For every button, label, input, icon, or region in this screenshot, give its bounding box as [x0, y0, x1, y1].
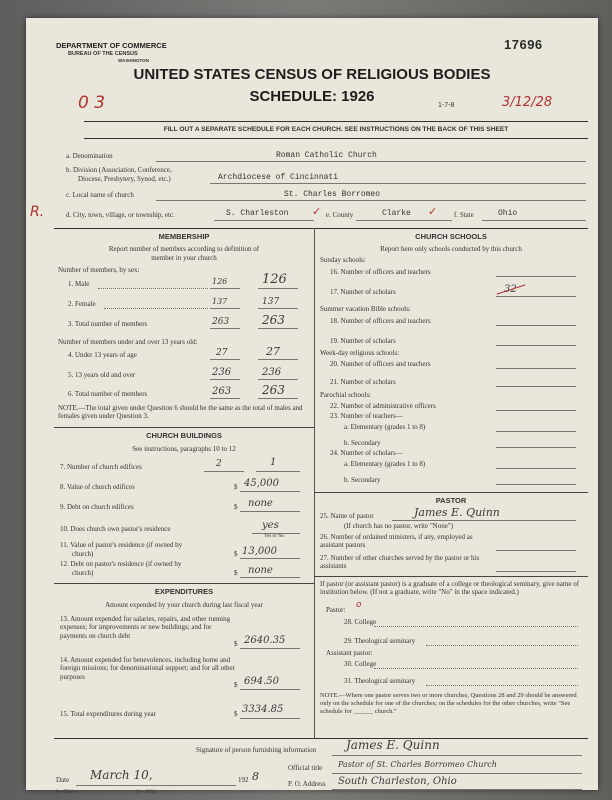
membership-note: NOTE.—The total given under Question 6 should be the same as the total of males and females given under Question 3. [58, 404, 303, 421]
q29-label: 29. Theological seminary [344, 637, 416, 645]
address-value[interactable]: South Charleston, Ohio [338, 776, 457, 787]
city-label: WASHINGTON [118, 58, 149, 63]
city-value[interactable]: S. Charleston [226, 209, 289, 218]
q10-value[interactable]: yes [262, 520, 279, 531]
year-prefix: 192 [238, 776, 249, 784]
membership-sub2: member in your church [151, 254, 217, 262]
q4-value-a[interactable]: 27 [216, 348, 228, 358]
q25-note: (If church has no pastor, write "None") [344, 522, 454, 530]
q13-label: 13. Amount expended for salaries, repairs, and other running expenses; for improvements or new buildings; and for payments on church debt [60, 615, 231, 640]
q27-label: 27. Number of other churches served by the pastor or his assistants [320, 554, 480, 571]
received-date-mark: 3/12/28 [502, 95, 553, 110]
q14-label: 14. Amount expended for benevolences, including home and foreign missions; for denominational support; and for all other purposes [60, 656, 235, 681]
q6-label: 6. Total number of members [68, 390, 148, 398]
membership-sub1: Report number of members according to definition of [108, 245, 260, 253]
buildings-sub: See instructions, paragraphs 10 to 12 [132, 445, 236, 453]
q9-value[interactable]: none [248, 498, 273, 509]
address-label: P. O. Address [288, 780, 326, 788]
q16-label: 16. Number of officers and teachers [330, 268, 431, 276]
q10-label: 10. Does church own pastor's residence [60, 525, 171, 533]
q2-label: 2. Female [68, 300, 96, 308]
q4-label: 4. Under 13 years of age [68, 351, 137, 359]
q3-value-b[interactable]: 263 [262, 313, 285, 327]
q3-label: 3. Total number of members [68, 320, 148, 328]
form-code-2: 11—9034 [136, 790, 156, 795]
pastor-name-value[interactable]: James E. Quinn [414, 506, 500, 519]
division-value[interactable]: Archdiocese of Cincinnati [218, 173, 339, 182]
q23-label: 23. Number of teachers— [330, 412, 403, 420]
buildings-heading: CHURCH BUILDINGS [146, 431, 222, 440]
county-value[interactable]: Clarke [382, 209, 411, 218]
schools-heading: CHURCH SCHOOLS [415, 232, 487, 241]
expenditures-sub: Amount expended by your church during last fiscal year [105, 601, 263, 609]
local-name-value[interactable]: St. Charles Borromeo [284, 190, 381, 199]
red-mark-r: R. [30, 204, 45, 220]
q12-label-line1: 12. Debt on pastor's residence (if owned by [60, 560, 182, 568]
state-label: f. State [454, 211, 474, 219]
q5-label: 5. 13 years old and over [68, 371, 136, 379]
q11-label-line2: church) [72, 550, 94, 558]
state-value[interactable]: Ohio [498, 209, 518, 218]
q15-label: 15. Total expenditures during year [60, 710, 156, 718]
q5-value-b[interactable]: 236 [262, 367, 282, 378]
form-title: UNITED STATES CENSUS OF RELIGIOUS BODIES [133, 66, 491, 83]
date-label: Date [56, 776, 70, 784]
pastor-heading: PASTOR [435, 496, 467, 505]
local-name-label: c. Local name of church [66, 191, 134, 199]
schedule-number: 17696 [504, 37, 543, 52]
q7-value-a[interactable]: 2 [216, 459, 222, 469]
division-label-line2: Diocese, Presbytery, Synod, etc.) [78, 175, 171, 183]
q26-label: 26. Number of ordained ministers, if any, employed as assistant pastors [320, 533, 473, 550]
q1-value-b[interactable]: 126 [262, 272, 287, 287]
q30-label: 30. College [344, 660, 377, 668]
q24-label: 24. Number of scholars— [330, 449, 403, 457]
county-check-mark: ✓ [428, 205, 438, 218]
red-mark-03: 0 3 [78, 93, 106, 113]
q10-hint: Yes or No [264, 534, 285, 539]
city-field-label: d. City, town, village, or township, etc. [66, 211, 175, 219]
q2-value-b[interactable]: 137 [262, 297, 280, 307]
stamp-code: 1-7-8 [438, 102, 455, 109]
date-value[interactable]: March 10, [90, 768, 153, 782]
q18-label: 18. Number of officers and teachers [330, 317, 431, 325]
q2-value-a[interactable]: 137 [212, 297, 228, 306]
pastor-subheading: Pastor: [326, 606, 346, 614]
schools-sub: Report here only schools conducted by this church [380, 245, 522, 253]
expenditures-heading: EXPENDITURES [154, 587, 214, 596]
pastor-red-mark: o [356, 600, 362, 610]
q28-label: 28. College [344, 618, 377, 626]
q4-value-b[interactable]: 27 [266, 345, 280, 358]
q17-label: 17. Number of scholars [330, 288, 396, 296]
q11-label-line1: 11. Value of pastor's residence (if owned by [60, 541, 183, 549]
q23a-label: a. Elementary (grades 1 to 8) [344, 423, 426, 431]
form-code: 8—5518 a [56, 790, 77, 795]
q3-value-a[interactable]: 263 [212, 317, 230, 327]
q6-value-b[interactable]: 263 [262, 383, 285, 397]
summer-schools-label: Summer vacation Bible schools: [320, 305, 411, 313]
q23b-label: b. Secondary [344, 439, 381, 447]
signature-label: Signature of person furnishing information [196, 746, 317, 754]
q7-label: 7. Number of church edifices [60, 463, 142, 471]
q21-label: 21. Number of scholars [330, 378, 396, 386]
denomination-label: a. Denomination [66, 152, 113, 160]
q17-value[interactable]: 32 [504, 284, 517, 295]
bureau-label: BUREAU OF THE CENSUS [68, 51, 138, 57]
q12-value[interactable]: none [248, 565, 273, 576]
graduate-note: If pastor (or assistant pastor) is a graduate of a college or theological seminary, give name of institution below. (If not a graduate, write "No" in the space indicated.) [320, 580, 580, 597]
assistant-pastor-subheading: Assistant pastor: [326, 649, 373, 657]
membership-heading: MEMBERSHIP [158, 232, 210, 241]
q7-value-b[interactable]: 1 [270, 457, 277, 468]
q31-label: 31. Theological seminary [344, 677, 416, 685]
q24a-label: a. Elementary (grades 1 to 8) [344, 460, 426, 468]
q1-value-a[interactable]: 126 [212, 277, 228, 286]
q24b-label: b. Secondary [344, 476, 381, 484]
official-title-label: Official title [288, 764, 323, 772]
department-label: DEPARTMENT OF COMMERCE [56, 41, 167, 50]
q25-label: 25. Name of pastor [320, 512, 374, 520]
instruction-banner: FILL OUT A SEPARATE SCHEDULE FOR EACH CHURCH. SEE INSTRUCTIONS ON THE BACK OF THIS SHEET [163, 126, 509, 133]
official-title-value[interactable]: Pastor of St. Charles Borromeo Church [338, 760, 497, 769]
signature-value[interactable]: James E. Quinn [346, 738, 440, 752]
schedule-year: SCHEDULE: 1926 [249, 88, 375, 105]
q11-value[interactable]: 13,000 [242, 546, 277, 557]
q6-value-a[interactable]: 263 [212, 386, 232, 397]
division-label-line1: b. Division (Association, Conference, [66, 166, 172, 174]
q19-label: 19. Number of scholars [330, 337, 396, 345]
by-sex-label: Number of members, by sex: [58, 266, 140, 274]
age-label: Number of members under and over 13 years old: [58, 338, 198, 346]
q15-value[interactable]: 3334.85 [242, 704, 284, 715]
q13-value[interactable]: 2640.35 [244, 635, 286, 646]
parochial-schools-label: Parochial schools: [320, 391, 372, 399]
denomination-value[interactable]: Roman Catholic Church [276, 151, 377, 160]
q8-value[interactable]: 45,000 [244, 478, 279, 489]
q12-label-line2: church) [72, 569, 94, 577]
sunday-schools-label: Sunday schools: [320, 256, 366, 264]
weekday-schools-label: Week-day religious schools: [320, 349, 400, 357]
pastor-note: NOTE.—Where one pastor serves two or more churches, Questions 28 and 29 should be answered only on the schedule for one of the churches; on the schedules for the other churches, write "See schedule for ______ church." [320, 692, 577, 715]
census-schedule-form: DEPARTMENT OF COMMERCE BUREAU OF THE CENSUS WASHINGTON 17696 UNITED STATES CENSUS OF RELIGIOUS BODIES SCHEDULE: 1926 0 3 1-7-8 3/12/28 FILL OUT A SEPARATE SCHEDULE FOR EACH CHURCH. SEE INSTRUCTIONS ON THE BACK OF THIS SHEET a. Denomination Roman Catholic Church b. Division (Association, Conference, Diocese, Presbytery, Synod, etc.) Archdiocese of Cincinnati c. Local name of church St. Charles Borromeo R. d. City, town, village, or township, etc. S. Charleston ✓ e. County Clarke ✓ f. State Ohio MEMBERSHIP Report number of members according to definition of member in your church Number of members, by sex: 1. Male 126 126 2. Female 137 137 3. Total number of members 263 263 Number of members under and over 13 years old: 4. Under 13 years of age 27 27 5. 13 years old and over 236 236 6. Total number of members 263 263 NOTE.—The total given under Question 6 should be the same as the total of males and females given under Question 3. CHURCH BUILDINGS See instructions, paragraphs 10 to 12 7. Number of church edifices 2 1 8. Value of church edifices $ 45,000 9. Debt on church edifices $ none 10. Does church own pastor's residence yes Yes or No 11. Value of pastor's residence (if owned by church) $ 13,000 12. Debt on pastor's residence (if owned by church) $ none EXPENDITURES Amount expended by your church during last fiscal year 13. Amount expended for salaries, repairs, and other running expenses; for improvements or new buildings; and for payments on church debt $ 2640.35 14. Amount expended for benevolences, including home and foreign missions; for denominational support; and for all other purposes $ 694.50 15. Total expenditures during year $ 3334.85 CHURCH SCHOOLS Report here only schools conducted by this church Sunday schools: 16. Number of officers and teachers 17. Number of scholars 32 Summer vacation Bible schools: 18. Number of officers and teachers 19. Number of scholars Week-day religious schools: 20. Number of officers and teachers 21. Number of scholars Parochial schools: 22. Number of administrative officers 23. Number of teachers— a. Elementary (grades 1 to 8) b. Secondary 24. Number of scholars— a. Elementary (grades 1 to 8) b. Secondary PASTOR 25. Name of pastor James E. Quinn (If church has no pastor, write "None") 26. Number of ordained ministers, if any, employed as assistant pastors 27. Number of other churches served by the pastor or his assistants If pastor (or assistant pastor) is a graduate of a college or theological seminary, give name of institution below. (If not a graduate, write "No" in the space indicated.) Pastor: o 28. College 29. Theological seminary Assistant pastor: 30. College 31. Theological seminary NOTE.—Where one pastor serves two or more churches, Questions 28 and 29 should be answered only on the schedule for one of the churches; on the schedules for the other churches, write "See schedule for ______ church." Signature of person furnishing information James E. Quinn Official title Pastor of St. Charles Borromeo Church Date March 10, 192 8 P. O. Address South Charleston, Ohio 8—5518 a 11—9034 [26, 18, 598, 790]
year-value[interactable]: 8 [252, 770, 259, 783]
q9-label: 9. Debt on church edifices [60, 503, 134, 511]
q14-value[interactable]: 694.50 [244, 676, 279, 687]
city-check-mark: ✓ [312, 205, 322, 218]
q20-label: 20. Number of officers and teachers [330, 360, 431, 368]
q8-label: 8. Value of church edifices [60, 483, 135, 491]
q5-value-a[interactable]: 236 [212, 367, 232, 378]
county-label: e. County [326, 211, 354, 219]
q22-label: 22. Number of administrative officers [330, 402, 436, 410]
q1-label: 1. Male [68, 280, 90, 288]
